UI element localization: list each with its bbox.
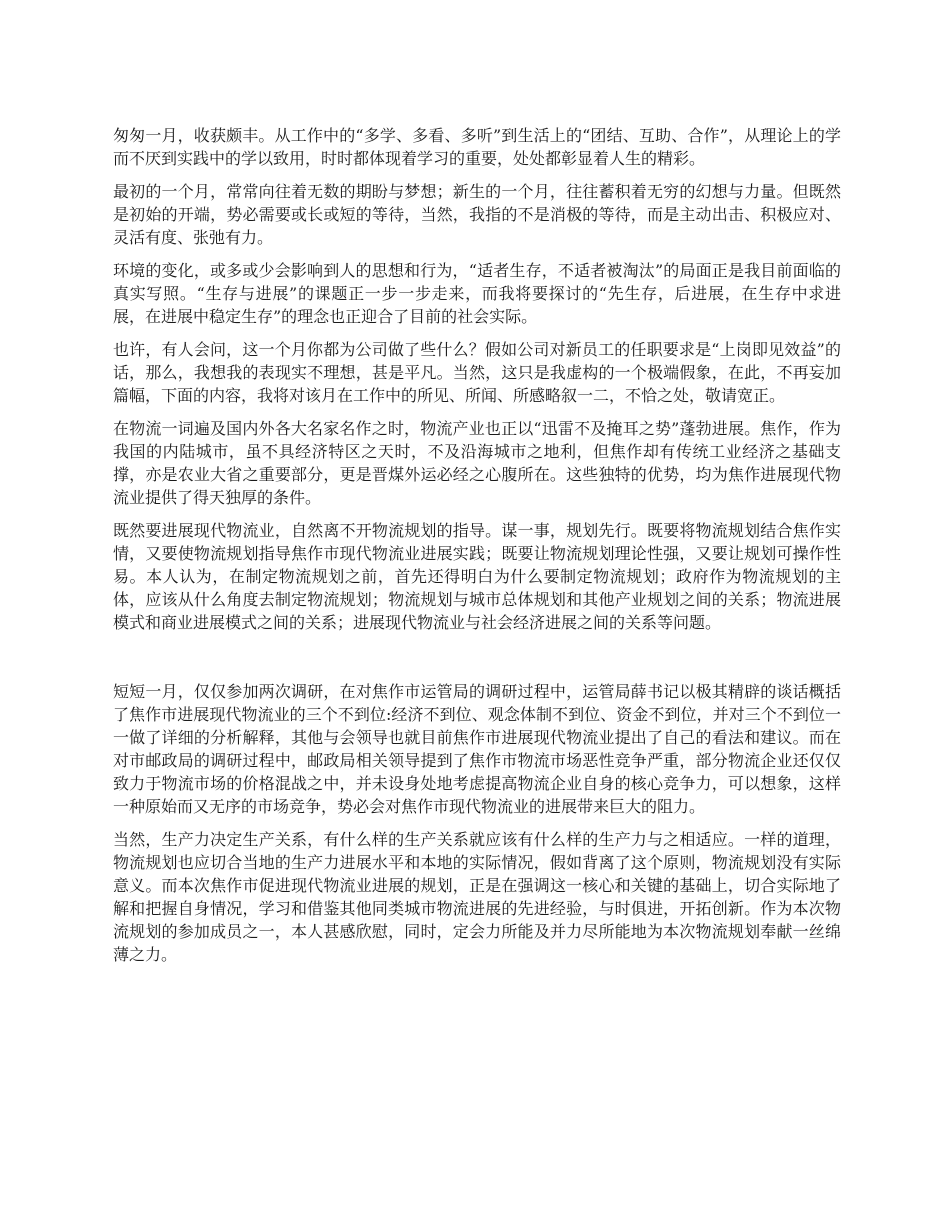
paragraph-spacer xyxy=(113,644,841,680)
paragraph-2: 最初的一个月，常常向往着无数的期盼与梦想；新生的一个月，往往蓄积着无穷的幻想与力量。但既然是初始的开端，势必需要或长或短的等待，当然，我指的不是消极的等待，而是主动出击、积极应对、灵活有度、张弛有力。 xyxy=(113,182,841,247)
paragraph-3: 环境的变化，或多或少会影响到人的思想和行为，“适者生存，不适者被淘汰”的局面正是我目前面临的真实写照。“生存与进展”的课题正一步一步走来，而我将要探讨的“先生存，后进展，在生存中求进展，在进展中稳定生存”的理念也正迎合了目前的社会实际。 xyxy=(113,261,841,326)
paragraph-5: 在物流一词遍及国内外各大名家名作之时，物流产业也正以“迅雷不及掩耳之势”蓬勃进展。焦作，作为我国的内陆城市，虽不具经济特区之天时，不及沿海城市之地利，但焦作却有传统工业经济之基础支撑，亦是农业大省之重要部分，更是晋煤外运必经之心腹所在。这些独特的优势，均为焦作进展现代物流业提供了得天独厚的条件。 xyxy=(113,419,841,507)
document-body xyxy=(113,124,841,976)
paragraph-7: 短短一月，仅仅参加两次调研，在对焦作市运管局的调研过程中，运管局薛书记以极其精辟的谈话概括了焦作市进展现代物流业的三个不到位:经济不到位、观念体制不到位、资金不到位，并对三个不到位一一做了详细的分析解释，其他与会领导也就目前焦作市进展现代物流业提出了自己的看法和建议。而在对市邮政局的调研过程中，邮政局相关领导提到了焦作市物流市场恶性竞争严重，部分物流企业还仅仅致力于物流市场的价格混战之中，并未设身处地考虑提高物流企业自身的核心竞争力，可以想象，这样一种原始而又无序的市场竞争，势必会对焦作市现代物流业的进展带来巨大的阻力。 xyxy=(113,682,841,816)
paragraph-1: 匆匆一月，收获颇丰。从工作中的“多学、多看、多听”到生活上的“团结、互助、合作”，从理论上的学而不厌到实践中的学以致用，时时都体现着学习的重要，处处都彰显着人生的精彩。 xyxy=(113,126,841,168)
paragraph-4: 也许，有人会问，这一个月你都为公司做了些什么？假如公司对新员工的任职要求是“上岗即见效益”的话，那么，我想我的表现实不理想，甚是平凡。当然，这只是我虚构的一个极端假象，在此，不再妄加篇幅，下面的内容，我将对该月在工作中的所见、所闻、所感略叙一二，不恰之处，敬请宽正。 xyxy=(113,340,841,405)
paragraph-6: 既然要进展现代物流业，自然离不开物流规划的指导。谋一事，规划先行。既要将物流规划结合焦作实情，又要使物流规划指导焦作市现代物流业进展实践；既要让物流规划理论性强，又要让规划可操作性易。本人认为，在制定物流规划之前，首先还得明白为什么要制定物流规划；政府作为物流规划的主体，应该从什么角度去制定物流规划；物流规划与城市总体规划和其他产业规划之间的关系；物流进展模式和商业进展模式之间的关系；进展现代物流业与社会经济进展之间的关系等问题。 xyxy=(113,521,841,632)
paragraph-8: 当然，生产力决定生产关系，有什么样的生产关系就应该有什么样的生产力与之相适应。一样的道理，物流规划也应切合当地的生产力进展水平和本地的实际情况，假如背离了这个原则，物流规划没有实际意义。而本次焦作市促进现代物流业进展的规划，正是在强调这一核心和关键的基础上，切合实际地了解和把握自身情况，学习和借鉴其他同类城市物流进展的先进经验，与时俱进，开拓创新。作为本次物流规划的参加成员之一，本人甚感欣慰，同时，定会力所能及并力尽所能地为本次物流规划奉献一丝绵薄之力。 xyxy=(113,830,841,964)
